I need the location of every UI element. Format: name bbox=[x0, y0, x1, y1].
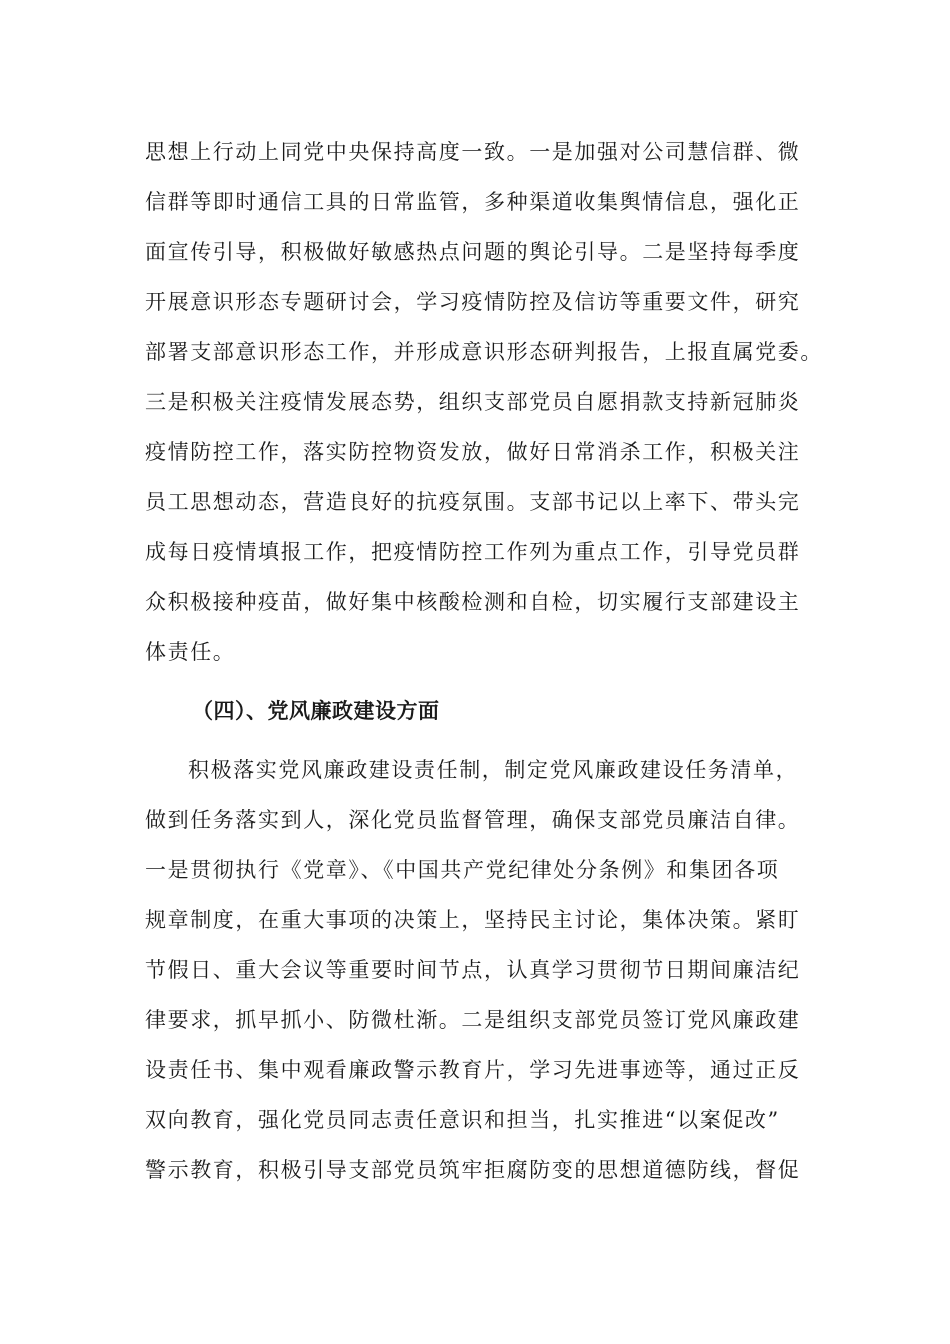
paragraph-line: 律要求，抓早抓小、防微杜渐。二是组织支部党员签订党风廉政建 bbox=[145, 1008, 801, 1032]
paragraph-line: 警示教育，积极引导支部党员筑牢拒腐防变的思想道德防线，督促 bbox=[145, 1158, 801, 1182]
paragraph-integrity-work bbox=[145, 745, 811, 1195]
paragraph-line: 思想上行动上同党中央保持高度一致。一是加强对公司慧信群、微 bbox=[145, 140, 801, 164]
paragraph-line: 体责任。 bbox=[145, 640, 236, 664]
paragraph-line: 开展意识形态专题研讨会，学习疫情防控及信访等重要文件，研究 bbox=[145, 290, 801, 314]
paragraph-line: 员工思想动态，营造良好的抗疫氛围。支部书记以上率下、带头完 bbox=[145, 490, 801, 514]
paragraph-line: 规章制度，在重大事项的决策上，坚持民主讨论，集体决策。紧盯 bbox=[145, 908, 801, 932]
paragraph-line: 积极落实党风廉政建设责任制，制定党风廉政建设任务清单， bbox=[188, 758, 799, 782]
paragraph-line: 一是贯彻执行《党章》、《中国共产党纪律处分条例》和集团各项 bbox=[145, 858, 780, 882]
section-heading: （四）、党风廉政建设方面 bbox=[192, 699, 440, 723]
paragraph-ideology-work bbox=[145, 127, 823, 677]
paragraph-line: 部署支部意识形态工作，并形成意识形态研判报告，上报直属党委。 bbox=[145, 340, 823, 364]
paragraph-line: 成每日疫情填报工作，把疫情防控工作列为重点工作，引导党员群 bbox=[145, 540, 801, 564]
paragraph-line: 面宣传引导，积极做好敏感热点问题的舆论引导。二是坚持每季度 bbox=[145, 240, 801, 264]
paragraph-line: 疫情防控工作，落实防控物资发放，做好日常消杀工作，积极关注 bbox=[145, 440, 801, 464]
paragraph-line: 众积极接种疫苗，做好集中核酸检测和自检，切实履行支部建设主 bbox=[145, 590, 801, 614]
paragraph-line: 节假日、重大会议等重要时间节点，认真学习贯彻节日期间廉洁纪 bbox=[145, 958, 801, 982]
paragraph-line: 设责任书、集中观看廉政警示教育片，学习先进事迹等，通过正反 bbox=[145, 1058, 801, 1082]
paragraph-line: 三是积极关注疫情发展态势，组织支部党员自愿捐款支持新冠肺炎 bbox=[145, 390, 801, 414]
paragraph-line: 做到任务落实到人，深化党员监督管理，确保支部党员廉洁自律。 bbox=[145, 808, 801, 832]
paragraph-line: 双向教育，强化党员同志责任意识和担当，扎实推进“以案促改” bbox=[145, 1108, 780, 1132]
paragraph-line: 信群等即时通信工具的日常监管，多种渠道收集舆情信息，强化正 bbox=[145, 190, 801, 214]
